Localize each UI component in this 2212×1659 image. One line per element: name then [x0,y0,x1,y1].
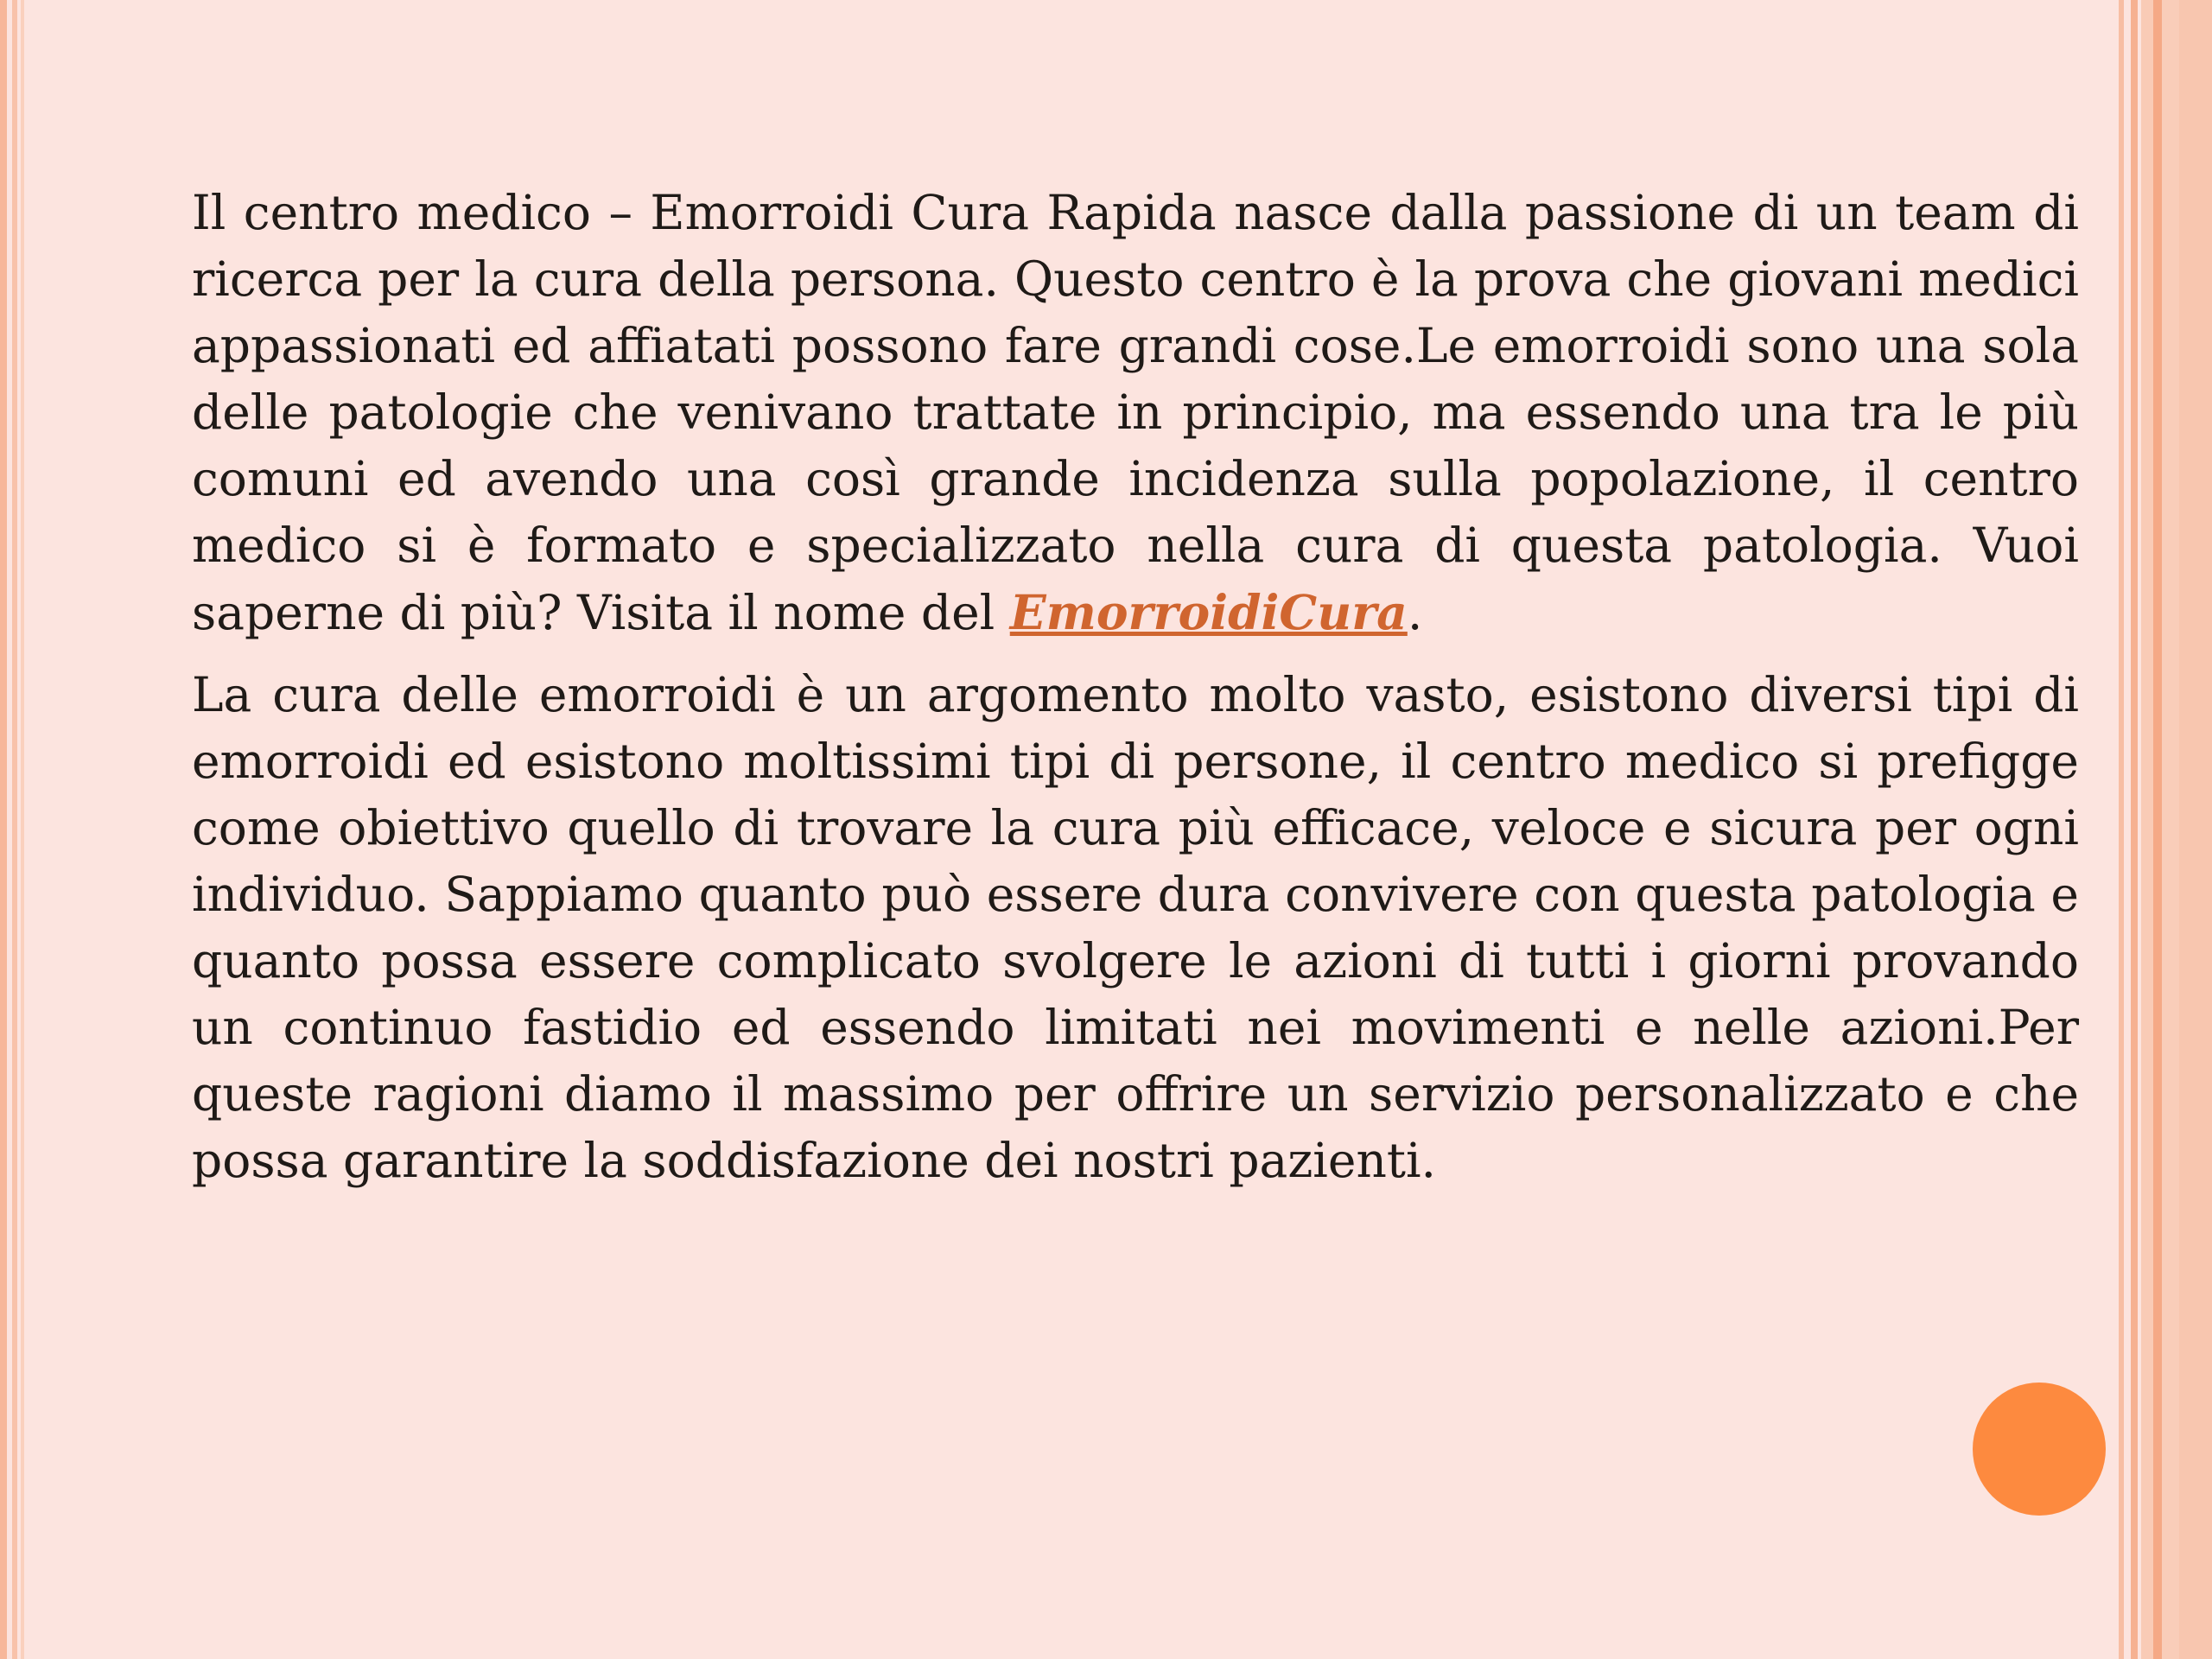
right-border-stripe [2131,0,2138,1659]
left-border-stripe [0,0,7,1659]
right-border-stripe [2162,0,2179,1659]
emorroidicura-link[interactable]: EmorroidiCura [1009,584,1408,640]
right-border-stripe [2119,0,2124,1659]
decorative-circle [1973,1382,2106,1516]
paragraph-2: La cura delle emorroidi è un argomento molto vasto, esistono diversi tipi di emorroidi ed esistono moltissimi tipi di persone, il centro medico si prefigge come obiettivo quello di trovare la cura più efficace, veloce e sicura per ogni individuo. Sappiamo quanto può essere dura convivere con questa patologia e quanto possa essere complicato svolgere le azioni di tutti i giorni provando un continuo fastidio ed essendo limitati nei movimenti e nelle azioni.Per queste ragioni diamo il massimo per offrire un servizio personalizzato e che possa garantire la soddisfazione dei nostri pazienti. [192,667,2079,1188]
paragraph-1-text: Il centro medico – Emorroidi Cura Rapida nasce dalla passione di un team di ricerca per la cura della persona. Questo centro è la prova che giovani medici appassionati ed affiatati possono fare grandi cose.Le emorroidi sono una sola delle patologie che venivano trattate in principio, ma essendo una tra le più comuni ed avendo una così grande incidenza sulla popolazione, il centro medico si è formato e specializzato nella cura di questa patologia. Vuoi saperne di più? Visita il nome del [192,185,2079,640]
left-border-stripe [12,0,17,1659]
paragraph-1-end: . [1407,585,1423,640]
slide-body-text [192,180,2079,1210]
right-border-stripe [2141,0,2153,1659]
right-border-stripe [2179,0,2212,1659]
paragraph-1 [192,180,2079,646]
left-border-stripe [21,0,24,1659]
right-border-stripe [2153,0,2162,1659]
